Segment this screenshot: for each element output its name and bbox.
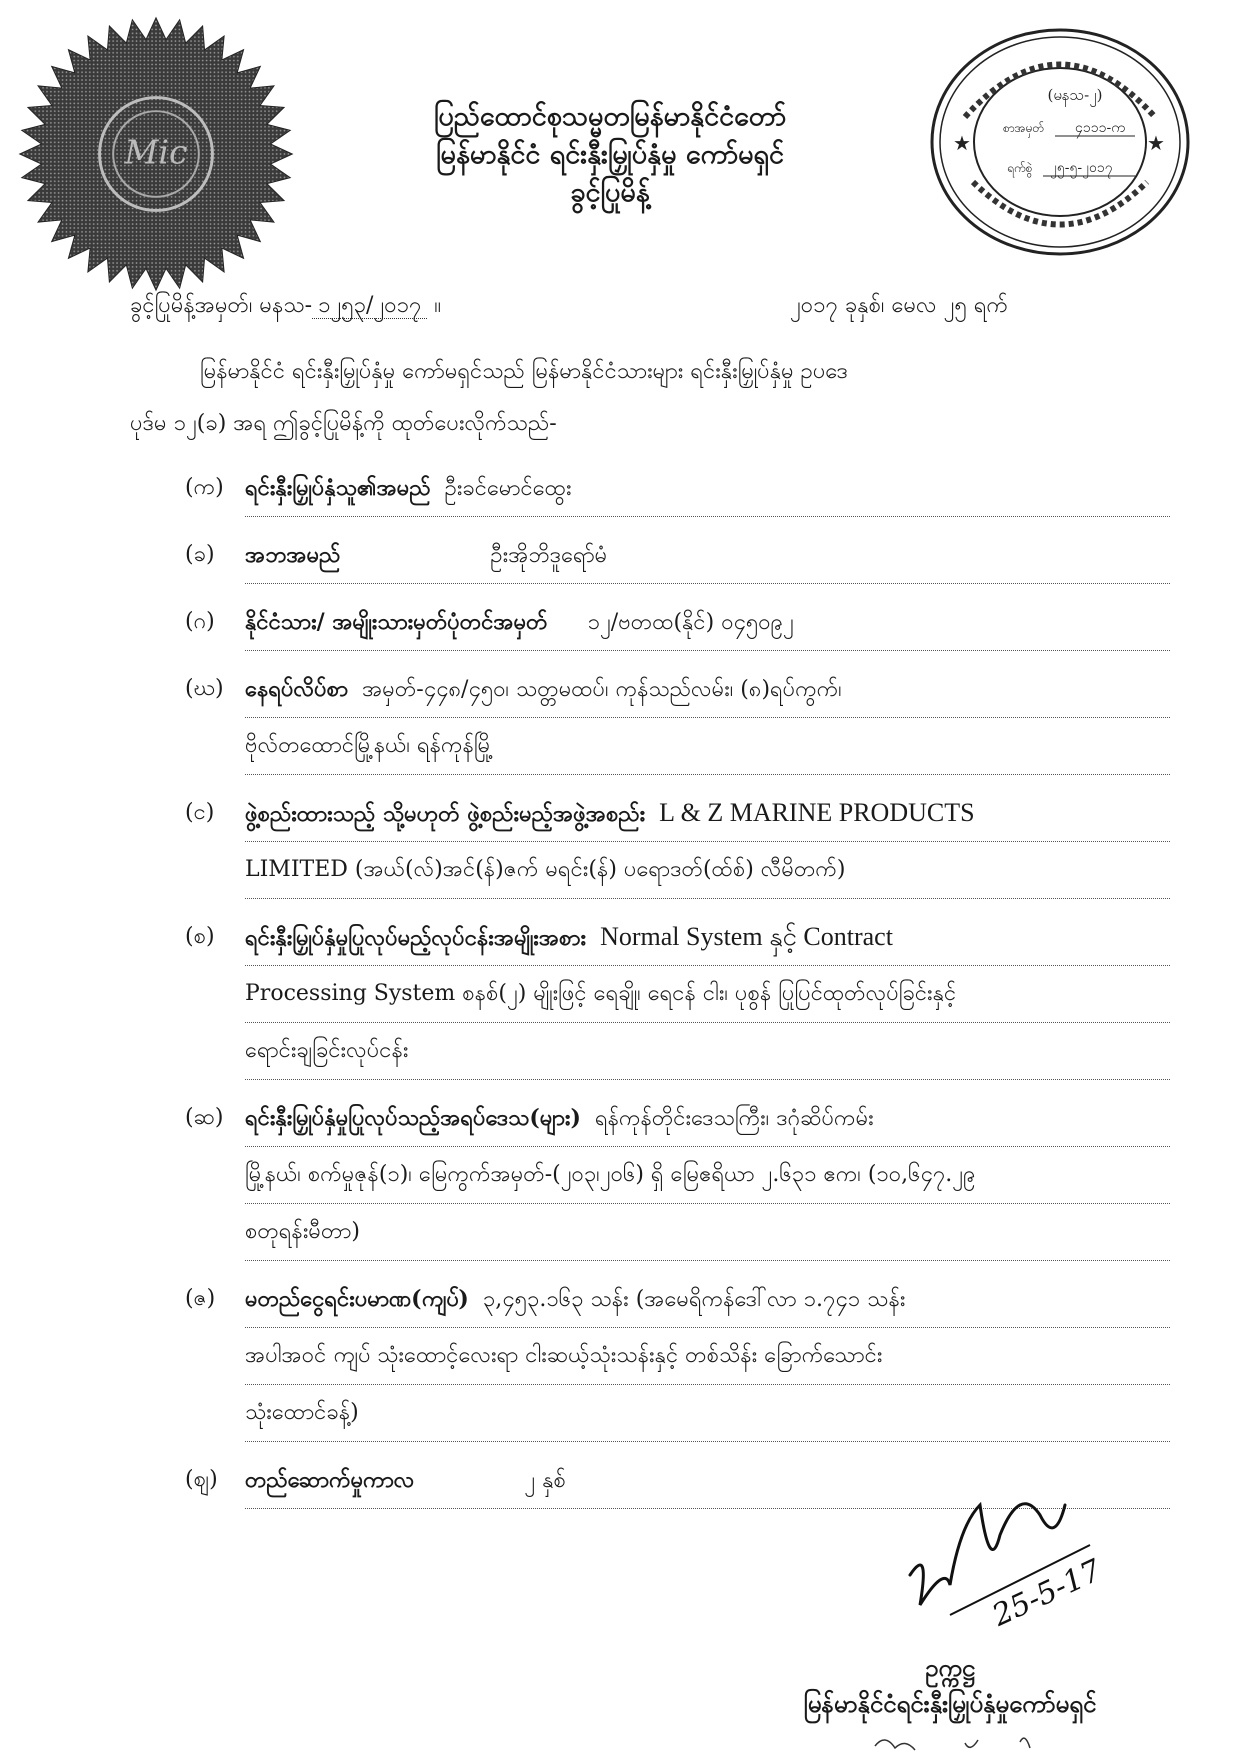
item-marker: (ဇ) <box>185 1286 216 1311</box>
svg-text:၂၅-၅-၂၀၁၇: ၂၅-၅-၂၀၁၇ <box>1050 160 1113 176</box>
item-label: နိုင်ငံသား/ အမျိုးသားမှတ်ပုံတင်အမှတ် <box>245 609 548 635</box>
svg-text:★: ★ <box>1147 131 1165 155</box>
item-company <box>185 785 1170 899</box>
permit-items <box>185 460 1170 1509</box>
intro-line-1: မြန်မာနိုင်ငံ ရင်းနှီးမြှုပ်နှံမှု ကော်မရှင်သည် မြန်မာနိုင်ငံသားများ ရင်းနှီးမြှုပ်နှံမှု ဥပဒေ <box>200 359 848 384</box>
item-label: ဖွဲ့စည်းထားသည့် သို့မဟုတ် ဖွဲ့စည်းမည့်အဖွဲ့အစည်း <box>245 801 646 827</box>
item-value-line-2: ဗိုလ်တထောင်မြို့နယ်၊ ရန်ကုန်မြို့ <box>245 733 494 758</box>
permit-reference-row <box>130 290 1170 330</box>
item-value-line-1: Normal System နှင့် Contract <box>600 922 893 951</box>
embossed-seal-icon <box>10 8 302 300</box>
header-country: ပြည်ထောင်စုသမ္မတမြန်မာနိုင်ငံတော် <box>433 101 787 132</box>
item-investor-name <box>185 460 1170 517</box>
item-marker: (ခ) <box>185 542 215 567</box>
item-value: ဦးအိုဘိဒူရော်မံ <box>490 543 608 568</box>
item-marker: (င) <box>185 800 215 825</box>
item-value: ၁၂/ဗတထ(နိုင်) ဝ၄၅ဝ၉၂ <box>587 610 794 635</box>
item-value-line-2: မြို့နယ်၊ စက်မှုဇုန်(၁)၊ မြေကွက်အမှတ်-(၂၀၃၊၂၀၆) ရှိ မြေဧရိယာ ၂.၆၃၁ ဧက၊ (၁၀,၆၄၇.၂၉ <box>245 1162 976 1187</box>
svg-text:25-5-17: 25-5-17 <box>987 1552 1107 1634</box>
permit-number-value: ၁၂၅၃/၂၀၁၇ <box>312 293 427 319</box>
item-label: တည်ဆောက်မှုကာလ <box>245 1467 415 1493</box>
item-label: အဘအမည် <box>245 542 341 568</box>
svg-text:ရက်စွဲ: ရက်စွဲ <box>1007 161 1033 175</box>
item-business-type <box>185 909 1170 1080</box>
item-marker: (စ) <box>185 924 215 949</box>
item-marker: (ဃ) <box>185 676 224 701</box>
svg-text:Mic: Mic <box>124 132 188 172</box>
item-father-name <box>185 527 1170 584</box>
item-value-line-1: L & Z MARINE PRODUCTS <box>659 798 975 827</box>
svg-text:စာအမှတ်: စာအမှတ် <box>1003 121 1045 135</box>
item-label: ရင်းနှီးမြှုပ်နှံမှုပြုလုပ်သည့်အရပ်ဒေသ(များ) <box>245 1105 581 1131</box>
signatory-title: ဥက္ကဋ္ဌ <box>925 1653 975 1682</box>
intro-paragraph <box>130 346 1170 450</box>
svg-text:(မနသ-၂): (မနသ-၂) <box>1047 86 1103 104</box>
item-label: ရင်းနှီးမြှုပ်နှံမှုပြုလုပ်မည့်လုပ်ငန်းအမျိုးအစား <box>245 925 587 951</box>
item-label: မတည်ငွေရင်းပမာဏ(ကျပ်) <box>245 1286 469 1312</box>
item-value-line-1: အမှတ်-၄၄၈/၄၅ဝ၊ သတ္တမထပ်၊ ကုန်သည်လမ်း၊ (၈)ရပ်ကွက်၊ <box>362 677 842 702</box>
header-permit-title: ခွင့်ပြုမိန့် <box>570 177 650 208</box>
item-value: ဦးခင်မောင်ထွေး <box>444 476 572 501</box>
header-commission: မြန်မာနိုင်ငံ ရင်းနှီးမြှုပ်နှံမှု ကော်မရှင် <box>436 139 784 170</box>
signatory-organization: မြန်မာနိုင်ငံရင်းနှီးမြှုပ်နှံမှုကော်မရှင် <box>803 1689 1097 1718</box>
item-marker: (ဈ) <box>185 1467 218 1492</box>
handwritten-signature-icon <box>890 1465 1130 1635</box>
document-header <box>330 98 890 212</box>
permit-number-end: ။ <box>434 293 442 318</box>
initials-scribble-icon <box>870 1728 1070 1758</box>
svg-text:★: ★ <box>953 131 971 155</box>
item-value-line-3: ရောင်းချခြင်းလုပ်ငန်း <box>245 1038 409 1063</box>
item-capital-amount <box>185 1271 1170 1442</box>
permit-number-label: ခွင့်ပြုမိန့်အမှတ်၊ မနသ- <box>130 293 313 318</box>
item-investment-location <box>185 1090 1170 1261</box>
item-value-line-3: စတုရန်းမီတာ) <box>245 1219 361 1244</box>
item-value-line-3: သုံးထောင်ခန့်) <box>245 1400 359 1425</box>
item-value-line-1: ရန်ကုန်တိုင်းဒေသကြီး၊ ဒဂုံဆိပ်ကမ်း <box>594 1106 874 1131</box>
permit-number <box>130 290 441 323</box>
item-value-line-1: ၃,၄၅၃.၁၆၃ သန်း (အမေရိကန်ဒေါ်လာ ၁.၇၄၁ သန်း <box>482 1287 906 1312</box>
item-label: ရင်းနှီးမြှုပ်နှံသူ၏အမည် <box>245 475 431 501</box>
item-value-line-2: Processing System စနစ်(၂) မျိုးဖြင့် ရေချို၊ ရေငန် ငါး၊ ပုစွန် ပြုပြင်ထုတ်လုပ်ခြင်းနှင့် <box>245 981 957 1006</box>
item-value-line-2: အပါအဝင် ကျပ် သုံးထောင့်လေးရာ ငါးဆယ့်သုံးသန်းနှင့် တစ်သိန်း ခြောက်သောင်း <box>245 1343 883 1368</box>
item-value: ၂ နှစ် <box>524 1468 566 1493</box>
item-label: နေရပ်လိပ်စာ <box>245 676 349 702</box>
item-value-line-2: LIMITED (အယ်(လ်)အင်(န်)ဇက် မရင်း(န်) ပရောဒတ်(ထ်စ်) လီမိတက်) <box>245 857 846 882</box>
item-marker: (ဂ) <box>185 609 215 634</box>
item-marker: (ဆ) <box>185 1105 224 1130</box>
permit-date: ၂၀၁၇ ခုနှစ်၊ မေလ ၂၅ ရက် <box>790 293 1008 318</box>
item-nrc-number <box>185 594 1170 651</box>
official-stamp-icon <box>925 22 1195 262</box>
item-marker: (က) <box>185 475 224 500</box>
svg-text:၄၁၁၁-က: ၄၁၁၁-က <box>1075 120 1125 136</box>
intro-line-2: ပုဒ်မ ၁၂(ခ) အရ ဤခွင့်ပြုမိန့်ကို ထုတ်ပေးလိုက်သည်- <box>130 411 557 436</box>
item-address <box>185 661 1170 775</box>
signature-block <box>720 1650 1180 1722</box>
